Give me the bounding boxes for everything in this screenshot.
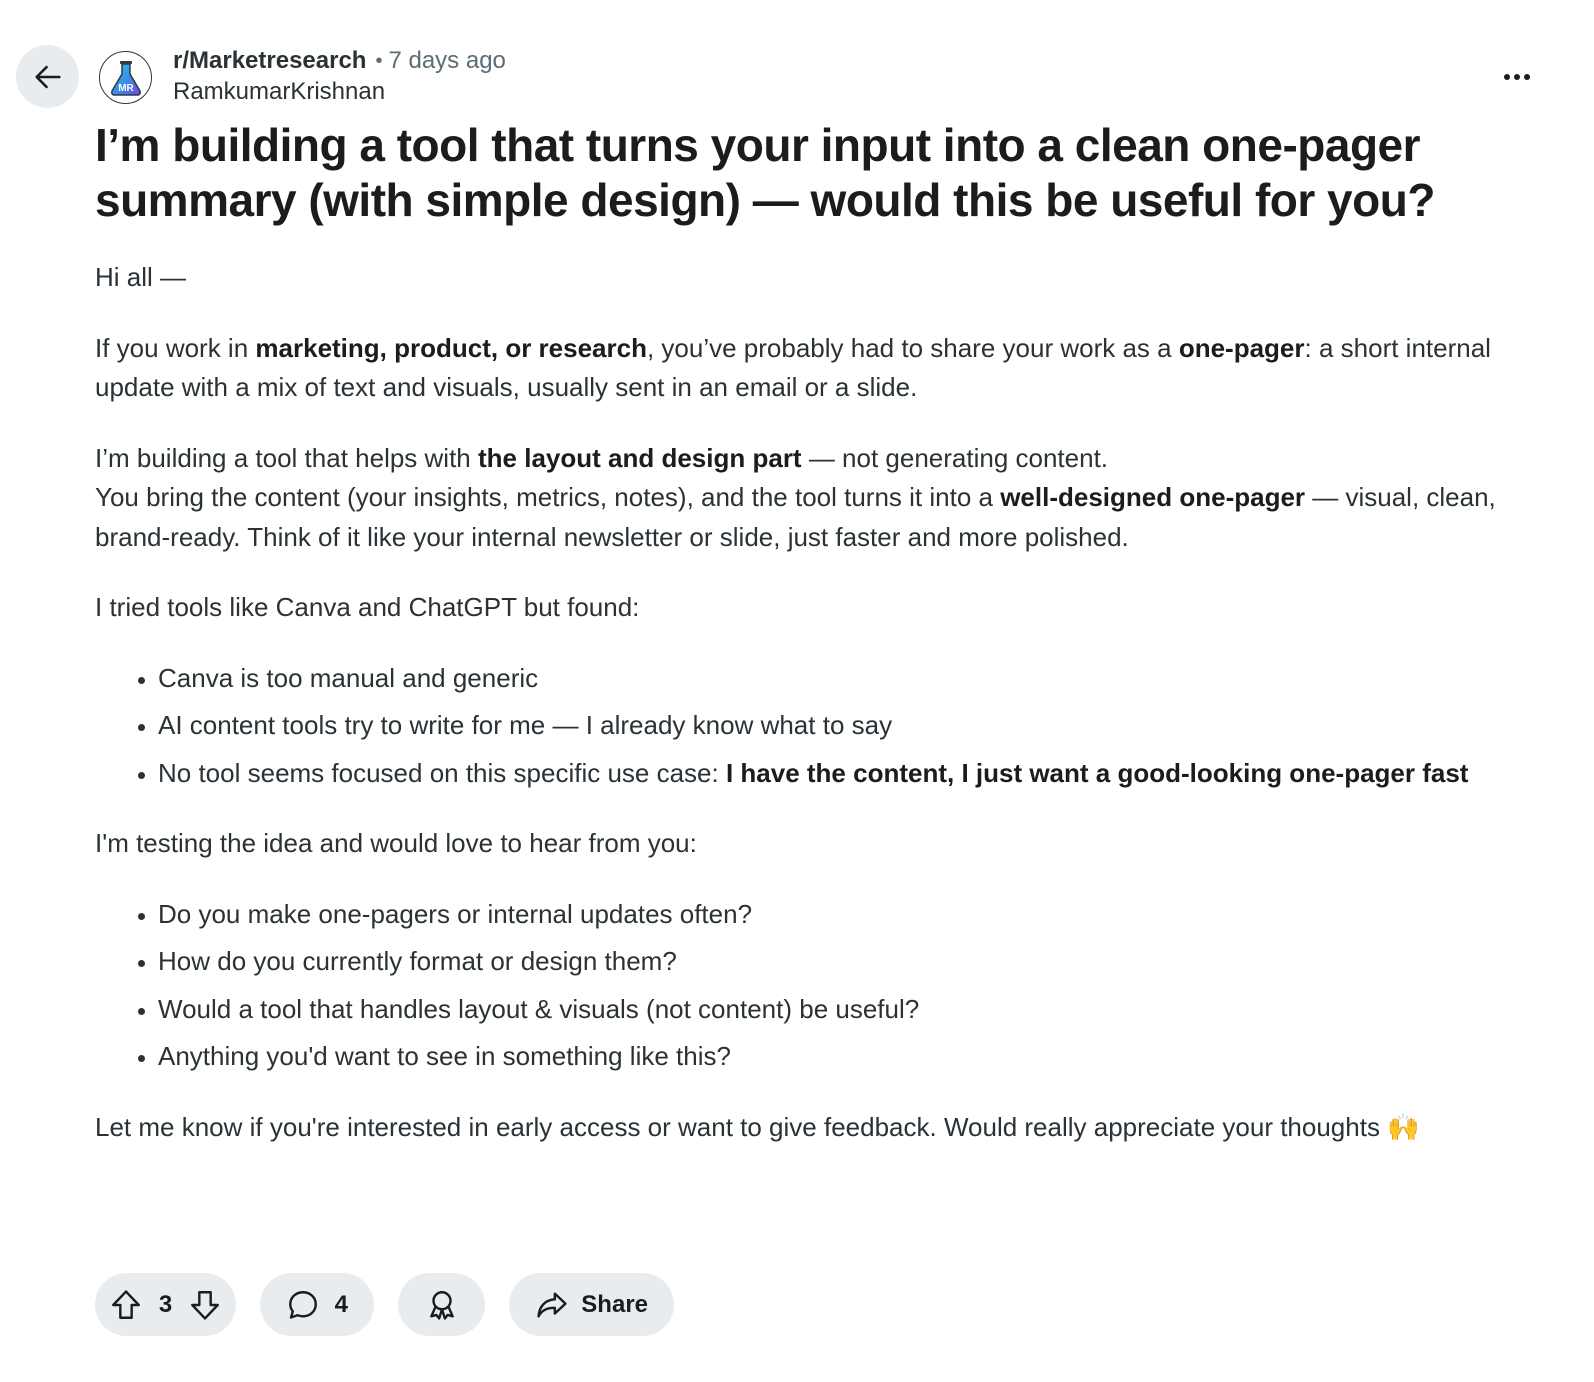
speech-bubble-icon (286, 1288, 320, 1322)
award-button[interactable] (398, 1273, 485, 1336)
more-options-button[interactable] (1493, 60, 1541, 94)
intro-bold-2: one-pager (1178, 332, 1305, 363)
arrow-up-outline-icon (109, 1288, 143, 1322)
tool-paragraph (95, 439, 1540, 558)
back-button[interactable] (16, 45, 79, 108)
list-item: • Would a tool that handles layout & visuals (not content) be useful? (158, 990, 1540, 1030)
subreddit-avatar[interactable] (99, 51, 152, 104)
intro-paragraph (95, 329, 1540, 408)
comment-count: 4 (334, 1290, 348, 1318)
intro-bold-1: marketing, product, or research (255, 332, 647, 363)
arrow-left-icon (31, 60, 65, 94)
testing-paragraph: I'm testing the idea and would love to hear from you: (95, 828, 697, 858)
closing-paragraph (95, 1108, 1540, 1148)
meta-separator: • (375, 50, 383, 72)
share-arrow-icon (535, 1288, 569, 1322)
award-ribbon-icon (425, 1288, 459, 1322)
tool-bold-1: the layout and design part (478, 442, 802, 473)
comments-button[interactable] (260, 1273, 374, 1336)
upvote-count: 3 (158, 1290, 173, 1318)
flask-logo-icon (103, 55, 149, 101)
list-item: • AI content tools try to write for me — I already know what to say (158, 706, 1540, 746)
vote-control (95, 1273, 236, 1336)
list-item (158, 754, 1540, 794)
avatar-text: MR (117, 82, 134, 94)
closing-text: Let me know if you're interested in early access or want to give feedback. Would really appreciate your thoughts (95, 1111, 1380, 1142)
list-item: • Do you make one-pagers or internal updates often? (158, 895, 1540, 935)
raising-hands-emoji: 🙌 (1387, 1111, 1420, 1142)
post-meta (173, 45, 506, 108)
list-item: • How do you currently format or design them? (158, 942, 1540, 982)
list-item-bold: I have the content, I just want a good-looking one-pager fast (725, 757, 1469, 788)
post-time: 7 days ago (388, 47, 506, 74)
intro-text-1: If you work in (95, 332, 256, 363)
list-item: • Anything you'd want to see in something like this? (158, 1037, 1540, 1077)
post-actions (95, 1273, 674, 1336)
tried-tools-paragraph: I tried tools like Canva and ChatGPT but found: (95, 592, 640, 622)
more-horizontal-icon (1503, 73, 1531, 81)
arrow-down-outline-icon (188, 1288, 222, 1322)
tool-text-2: — not generating content. (801, 442, 1109, 473)
share-button[interactable] (509, 1273, 674, 1336)
greeting-paragraph: Hi all — (95, 262, 187, 292)
list-item-text: No tool seems focused on this specific use case: (158, 757, 726, 788)
share-label: Share (581, 1290, 648, 1318)
upvote-button[interactable] (109, 1288, 143, 1322)
tool-bold-2: well-designed one-pager (1000, 482, 1306, 512)
post-body (95, 258, 1540, 1178)
subreddit-link[interactable]: r/Marketresearch (173, 47, 367, 74)
findings-list (95, 659, 1540, 794)
list-item: • Canva is too manual and generic (158, 659, 1540, 699)
questions-list (95, 895, 1540, 1077)
intro-text-3: : a short internal update with a mix of text and visuals, usually sent in an email or a slide. (95, 332, 1491, 402)
tool-text-1: I’m building a tool that helps with (95, 442, 478, 473)
author-link[interactable]: RamkumarKrishnan (173, 78, 386, 105)
post-title: I’m building a tool that turns your input into a clean one-pager summary (with simple design) — would this be useful for you? (95, 119, 1435, 226)
tool-text-4: — visual, clean, brand-ready. Think of it like your internal newsletter or slide, just faster and more polished. (95, 482, 1496, 552)
downvote-button[interactable] (188, 1288, 222, 1322)
tool-text-3: You bring the content (your insights, metrics, notes), and the tool turns it into a (95, 482, 1001, 512)
intro-text-2: , you’ve probably had to share your work as a (646, 332, 1179, 363)
